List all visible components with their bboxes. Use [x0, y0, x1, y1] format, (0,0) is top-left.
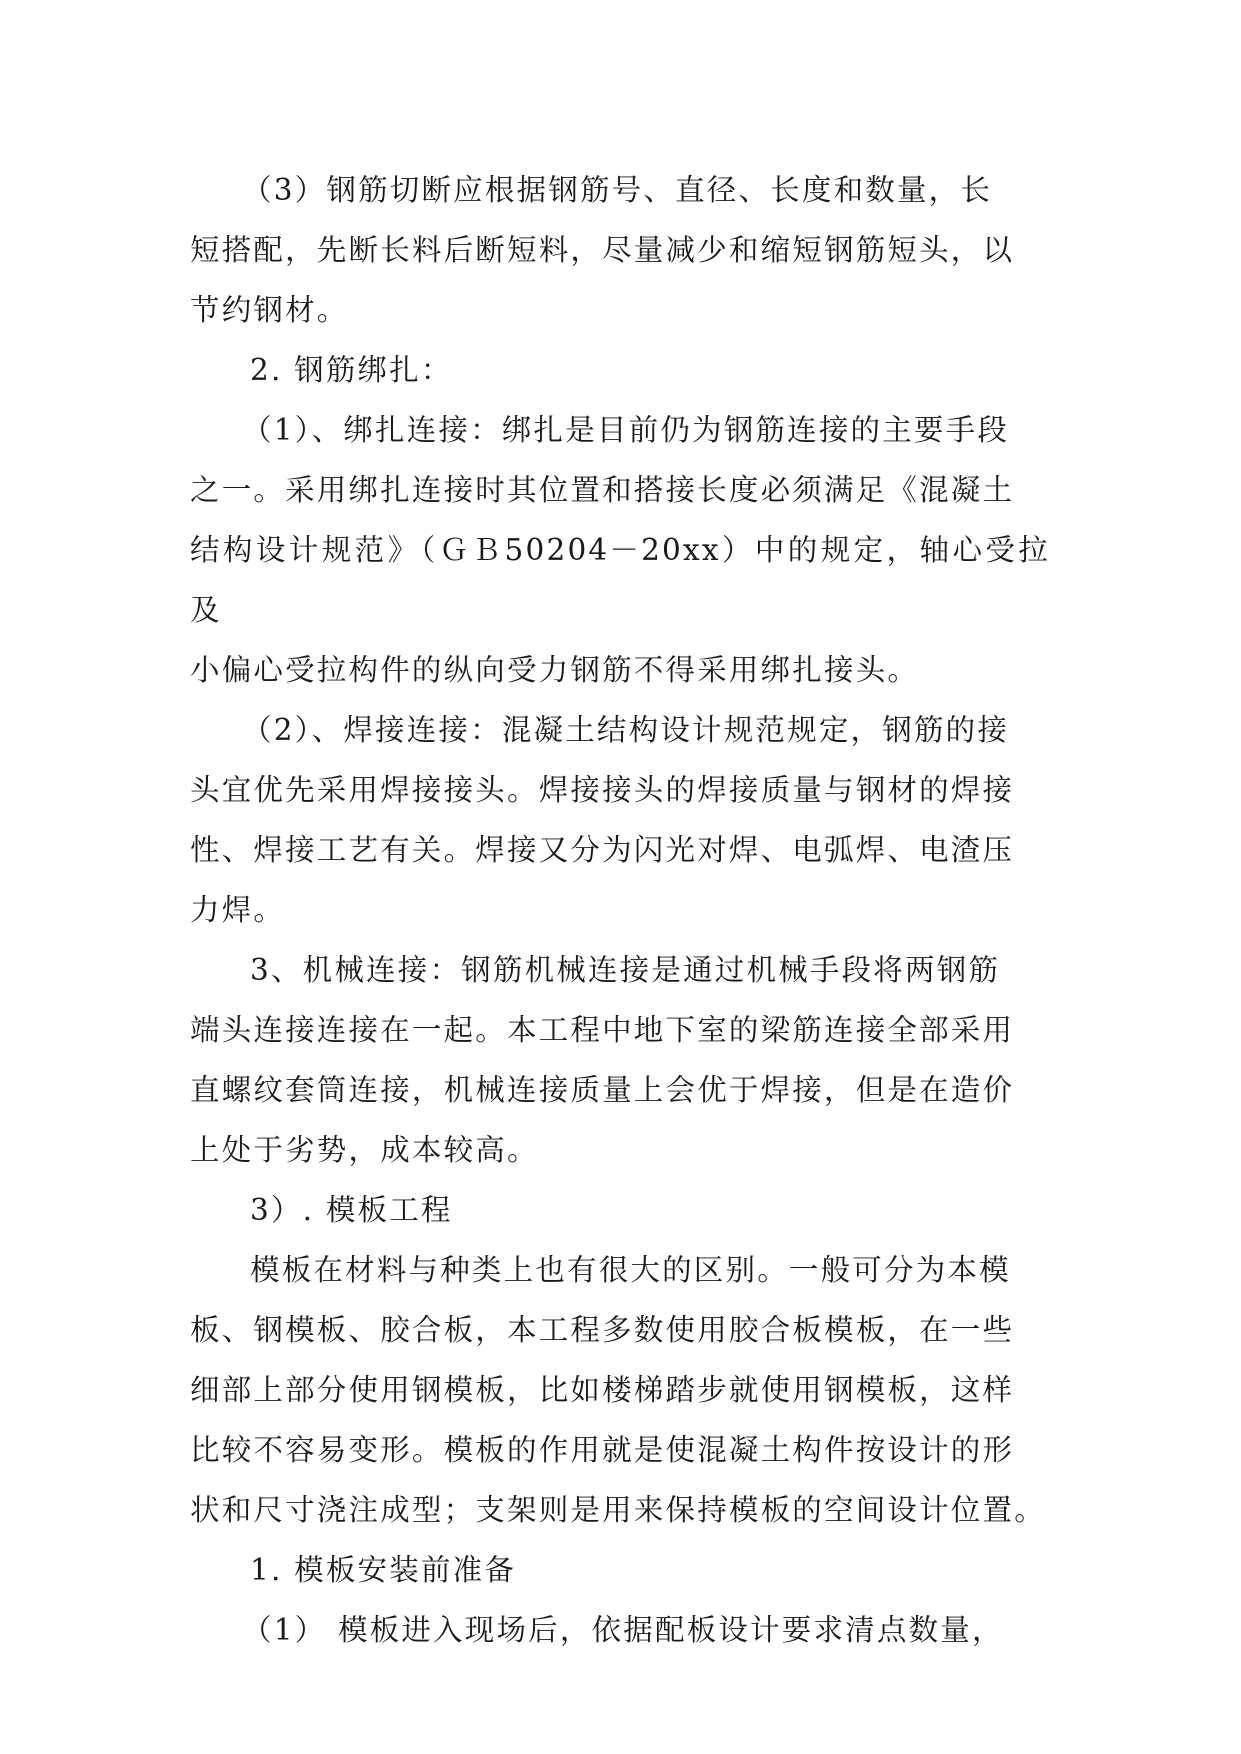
document-body	[190, 160, 1050, 1660]
paragraph-rebar-cutting: （3）钢筋切断应根据钢筋号、直径、长度和数量，长 短搭配，先断长料后断短料，尽量减少和缩短钢筋短头，以 节约钢材。	[190, 173, 1015, 327]
paragraph-formwork-types: 模板在材料与种类上也有很大的区别。一般可分为本模 板、钢模板、胶合板，本工程多数使用胶合板模板，在一些 细部上部分使用钢模板，比如楼梯踏步就使用钢模板，这样 比较不容易变形。模板的作用就是使混凝土构件按设计的形 状和尺寸浇注成型；支架则是用来保持模板的空间设计位置。	[190, 1253, 1046, 1527]
paragraph-formwork-prep-item-1: （1） 模板进入现场后，依据配板设计要求清点数量，	[242, 1613, 1004, 1647]
heading-formwork: 3）. 模板工程	[250, 1193, 453, 1227]
paragraph-binding-connection: （1）、绑扎连接：绑扎是目前仍为钢筋连接的主要手段 之一。采用绑扎连接时其位置和搭接长度必须满足《混凝土 结构设计规范》（ＧＢ50204－20xx）中的规定，轴心受拉及 小偏心受拉构件的纵向受力钢筋不得采用绑扎接头。	[190, 413, 1050, 687]
paragraph-mechanical-connection: 3、机械连接：钢筋机械连接是通过机械手段将两钢筋 端头连接连接在一起。本工程中地下室的梁筋连接全部采用 直螺纹套筒连接，机械连接质量上会优于焊接，但是在造价 上处于劣势，成本较高。	[190, 953, 1015, 1167]
paragraph-welding-connection: （2）、焊接连接：混凝土结构设计规范规定，钢筋的接 头宜优先采用焊接接头。焊接接头的焊接质量与钢材的焊接 性、焊接工艺有关。焊接又分为闪光对焊、电弧焊、电渣压 力焊。	[190, 713, 1015, 927]
heading-rebar-binding: 2. 钢筋绑扎：	[250, 353, 453, 387]
heading-formwork-preparation: 1. 模板安装前准备	[250, 1553, 517, 1587]
